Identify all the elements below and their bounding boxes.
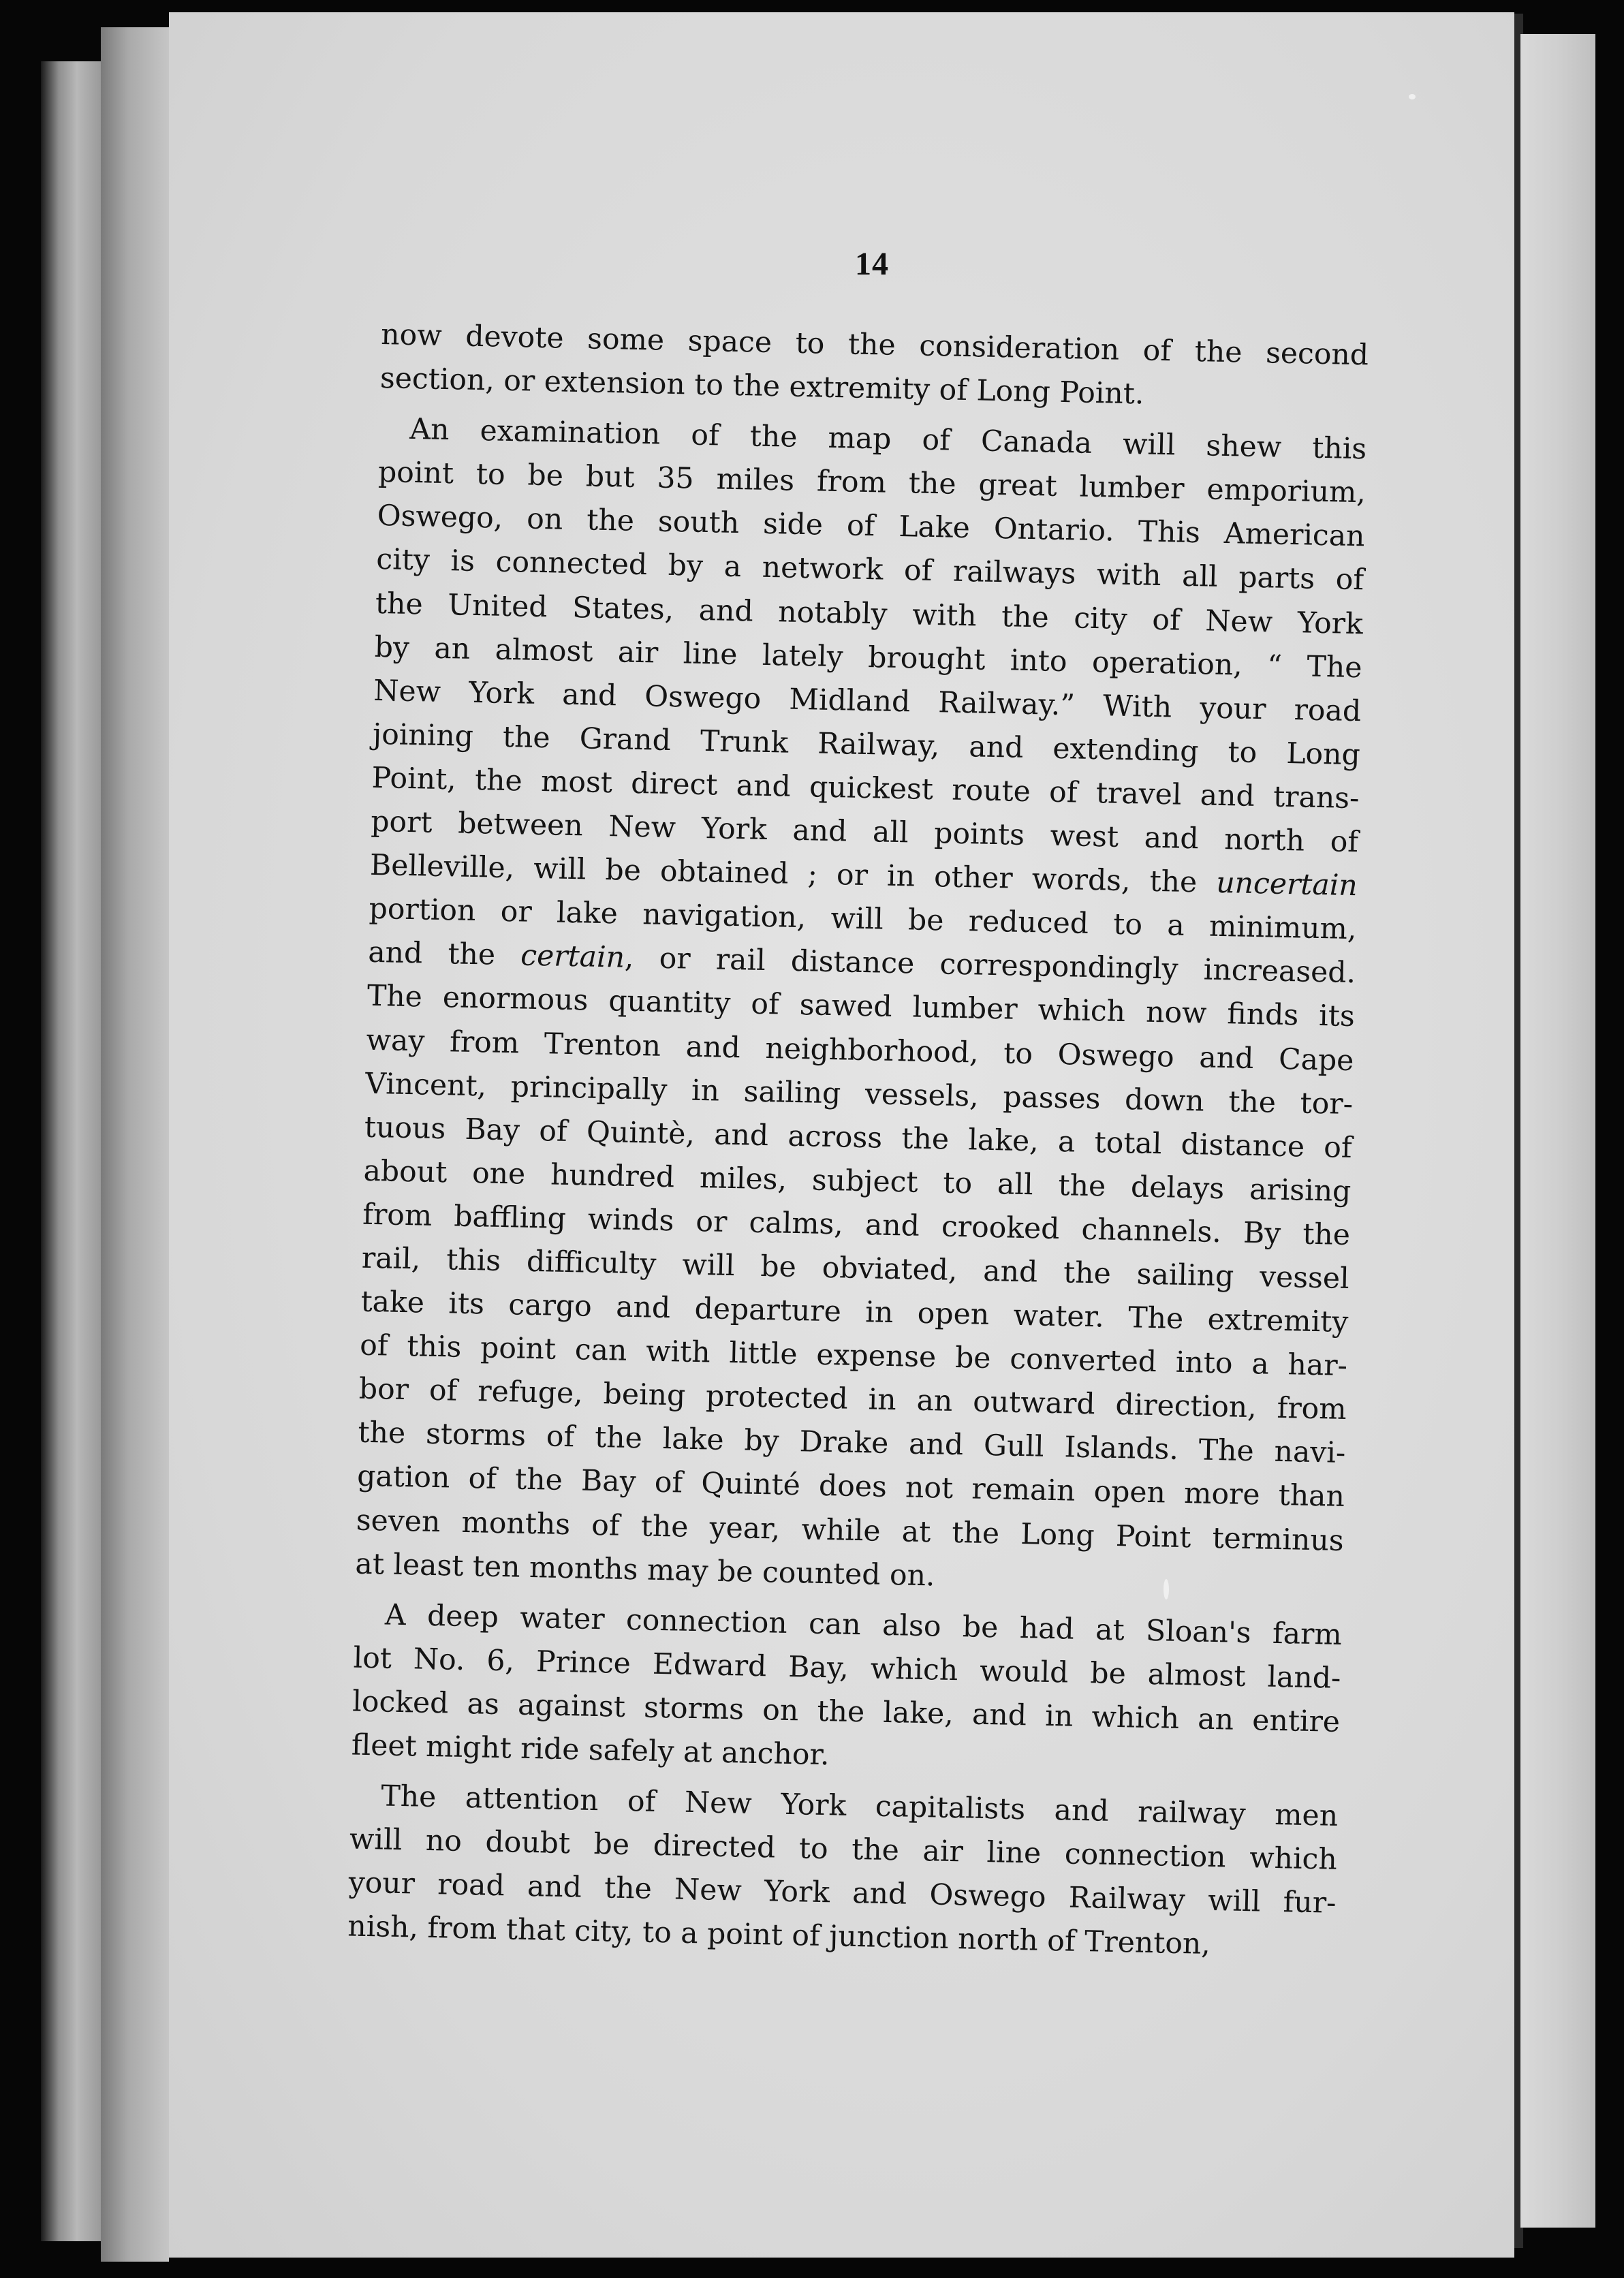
text-line: bor of refuge, being protected in an outward direction, from — [358, 1372, 1347, 1427]
page-stack-edge-left — [101, 27, 169, 2262]
text-line: joining the Grand Trunk Railway, and extending to Long — [372, 717, 1361, 773]
text-line: port between New York and all points west and north of — [370, 805, 1359, 860]
text-line: your road and the New York and Oswego Railway will fur- — [348, 1866, 1337, 1921]
text-line: city is connected by a network of railways with all parts of — [375, 543, 1364, 597]
text-line: tuous Bay of Quintè, and across the lake, a total distance of — [364, 1110, 1353, 1165]
text-line: Belleville, will be obtained ; or in other words, the uncertain — [369, 848, 1358, 903]
text-line: will no doubt be directed to the air line connection which — [349, 1822, 1338, 1877]
paragraph — [347, 1775, 1339, 1970]
text-line: Oswego, on the south side of Lake Ontario. This American — [377, 499, 1365, 554]
text-line: seven months of the year, while at the Long Point terminus — [356, 1503, 1345, 1558]
body-text — [347, 313, 1369, 1969]
text-line: An examination of the map of Canada will shew this — [409, 413, 1367, 467]
text-line: fleet might ride safely at anchor. — [351, 1728, 830, 1773]
text-line: take its cargo and departure in open water. The extremity — [360, 1285, 1349, 1340]
text-line: locked as against storms on the lake, and in which an entire — [352, 1685, 1341, 1739]
page-stack-edge-right — [1520, 34, 1595, 2228]
text-line: the storms of the lake by Drake and Gull Islands. The navi- — [358, 1416, 1346, 1471]
text-line: Point, the most direct and quickest route of travel and trans- — [371, 761, 1360, 816]
text-line: of this point can with little expense be converted into a har- — [359, 1328, 1348, 1384]
text-line: about one hundred miles, subject to all the delays arising — [363, 1154, 1352, 1208]
text-line: the United States, and notably with the city of New York — [375, 587, 1364, 641]
text-line: The attention of New York capitalists and railway men — [380, 1779, 1339, 1833]
page-number: 14 — [855, 246, 889, 282]
text-line: and the certain, or rail distance correspondingly increased. — [367, 936, 1356, 990]
book-cover-edge-left — [41, 61, 101, 2241]
text-line: at least ten months may be counted on. — [355, 1547, 935, 1593]
text-line: rail, this difficulty will be obviated, and the sailing vessel — [361, 1241, 1350, 1296]
text-line: gation of the Bay of Quinté does not remain open more than — [356, 1460, 1345, 1514]
text-line: Vincent, principally in sailing vessels, passes down the tor- — [364, 1067, 1354, 1121]
text-line: lot No. 6, Prince Edward Bay, which would be almost land- — [353, 1641, 1341, 1696]
text-line: portion or lake navigation, will be reduced to a minimum, — [369, 892, 1357, 947]
text-line: point to be but 35 miles from the great lumber emporium, — [377, 456, 1367, 510]
text-line: now devote some space to the consideration of the second — [380, 317, 1369, 373]
paragraph — [355, 407, 1367, 1607]
text-line: section, or extension to the extremity of Long Point. — [379, 362, 1144, 411]
text-line: The enormous quantity of sawed lumber which now finds its — [366, 980, 1356, 1034]
text-line: nish, from that city, to a point of junction north of Trenton, — [347, 1909, 1211, 1962]
text-line: from baffling winds or calms, and crooked channels. By the — [362, 1198, 1351, 1252]
text-line: New York and Oswego Midland Railway.” With your road — [373, 674, 1362, 728]
text-line: by an almost air line lately brought into operation, “ The — [374, 630, 1362, 685]
text-line: way from Trenton and neighborhood, to Oswego and Cape — [366, 1023, 1354, 1078]
paragraph — [351, 1593, 1342, 1788]
text-line: A deep water connection can also be had at Sloan's farm — [384, 1598, 1343, 1652]
